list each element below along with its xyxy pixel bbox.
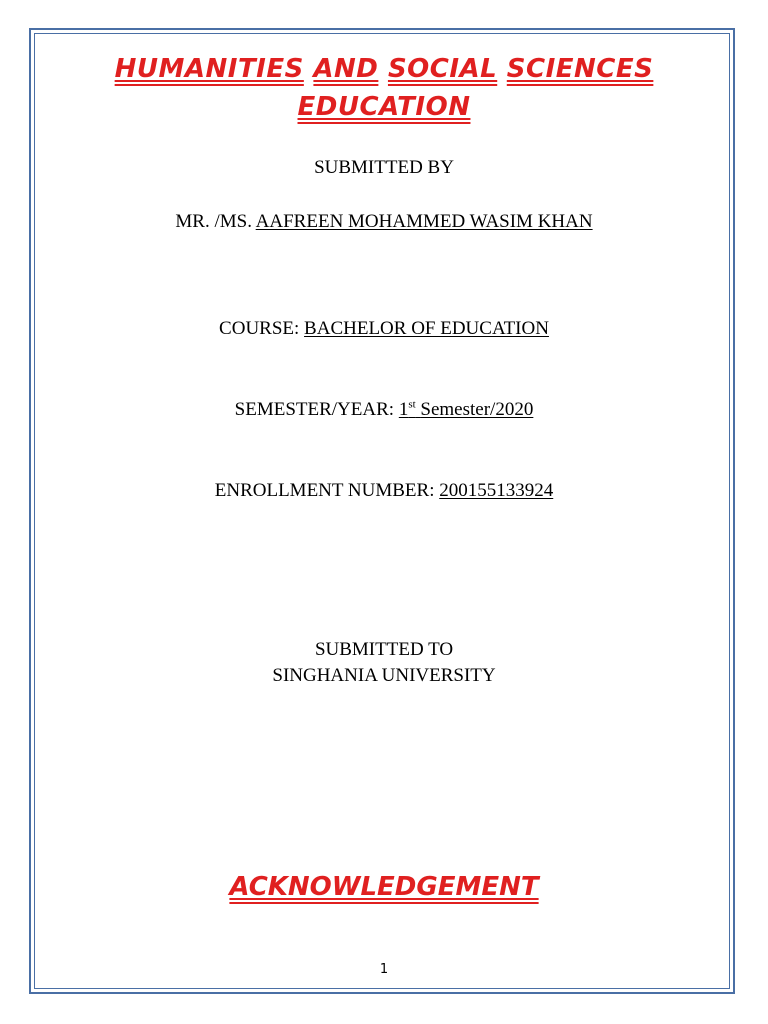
- semester-line: [34, 398, 734, 422]
- enrollment-value: 200155133924: [439, 480, 554, 501]
- university-name: SINGHANIA UNIVERSITY: [272, 665, 496, 686]
- acknowledgement-heading: [34, 868, 734, 906]
- submitted-to-label: SUBMITTED TO: [314, 639, 454, 660]
- title-word: EDUCATION: [297, 92, 471, 122]
- semester-rest: Semester/2020: [420, 399, 534, 420]
- course-value: BACHELOR OF EDUCATION: [304, 318, 549, 339]
- student-name: AAFREEN MOHAMMED WASIM KHAN: [255, 211, 593, 232]
- enrollment-line: [34, 479, 734, 503]
- document-title-line-1: [34, 50, 734, 88]
- page-number: 1: [379, 962, 389, 977]
- course-label: COURSE:: [219, 318, 300, 339]
- title-word: HUMANITIES: [114, 54, 304, 84]
- title-word: AND: [313, 54, 379, 84]
- student-name-line: [34, 210, 734, 234]
- acknowledgement-text: ACKNOWLEDGEMENT: [229, 872, 539, 902]
- semester-ordinal: st: [408, 398, 416, 411]
- enrollment-label: ENROLLMENT NUMBER:: [214, 480, 435, 501]
- semester-value: [399, 399, 534, 420]
- semester-number: 1: [398, 399, 409, 420]
- title-word: SCIENCES: [506, 54, 654, 84]
- document-title-line-2: [34, 88, 734, 126]
- semester-label: SEMESTER/YEAR:: [234, 399, 395, 420]
- name-prefix: MR. /MS.: [175, 211, 252, 232]
- title-word: SOCIAL: [387, 54, 498, 84]
- course-line: [34, 317, 734, 341]
- submitted-by-label: SUBMITTED BY: [314, 157, 454, 178]
